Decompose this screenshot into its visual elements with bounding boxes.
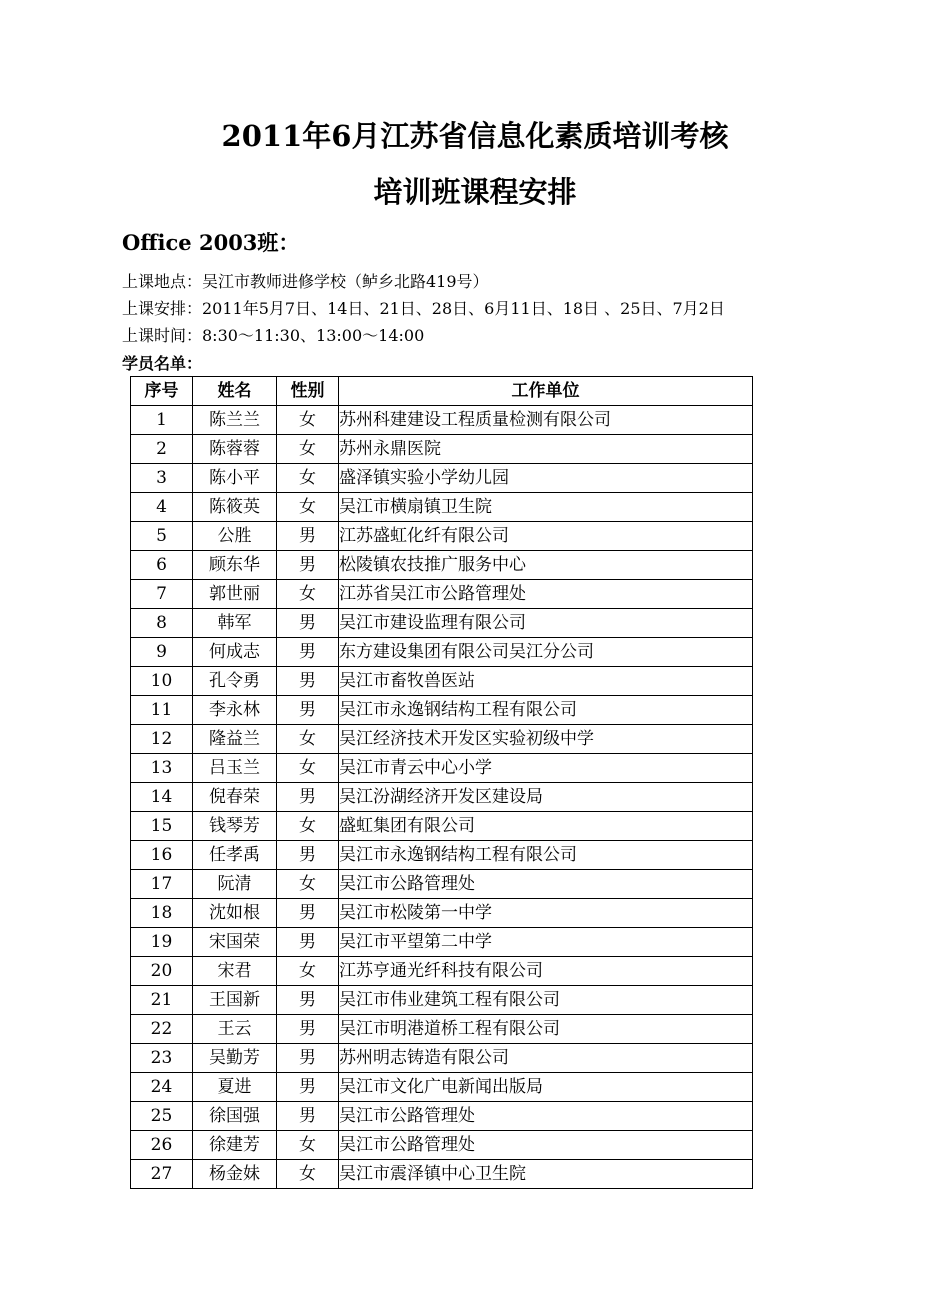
table-row: [131, 783, 753, 812]
cell-no: 6: [131, 551, 193, 580]
cell-unit: 吴江市建设监理有限公司: [339, 609, 753, 638]
cell-gender: 男: [277, 522, 339, 551]
cell-unit: 吴江市伟业建筑工程有限公司: [339, 986, 753, 1015]
cell-name: 公胜: [193, 522, 277, 551]
table-row: [131, 754, 753, 783]
cell-name: 宋君: [193, 957, 277, 986]
cell-no: 21: [131, 986, 193, 1015]
cell-no: 5: [131, 522, 193, 551]
cell-no: 4: [131, 493, 193, 522]
cell-unit: 苏州科建建设工程质量检测有限公司: [339, 406, 753, 435]
cell-unit: 吴江市永逸钢结构工程有限公司: [339, 696, 753, 725]
cell-gender: 女: [277, 464, 339, 493]
cell-gender: 男: [277, 783, 339, 812]
cell-unit: 吴江市公路管理处: [339, 870, 753, 899]
cell-unit: 东方建设集团有限公司吴江分公司: [339, 638, 753, 667]
cell-name: 阮清: [193, 870, 277, 899]
cell-no: 22: [131, 1015, 193, 1044]
cell-no: 24: [131, 1073, 193, 1102]
cell-name: 倪春荣: [193, 783, 277, 812]
cell-name: 王国新: [193, 986, 277, 1015]
cell-unit: 盛泽镇实验小学幼儿园: [339, 464, 753, 493]
cell-gender: 男: [277, 638, 339, 667]
cell-gender: 男: [277, 1102, 339, 1131]
table-row: [131, 580, 753, 609]
cell-name: 何成志: [193, 638, 277, 667]
cell-gender: 女: [277, 1131, 339, 1160]
cell-gender: 女: [277, 870, 339, 899]
cell-unit: 吴江市公路管理处: [339, 1102, 753, 1131]
header-gender: 性别: [277, 377, 339, 406]
cell-no: 18: [131, 899, 193, 928]
cell-no: 1: [131, 406, 193, 435]
cell-name: 夏进: [193, 1073, 277, 1102]
cell-unit: 江苏盛虹化纤有限公司: [339, 522, 753, 551]
cell-no: 11: [131, 696, 193, 725]
cell-unit: 吴江市畜牧兽医站: [339, 667, 753, 696]
cell-name: 孔令勇: [193, 667, 277, 696]
table-row: [131, 899, 753, 928]
table-row: [131, 986, 753, 1015]
cell-gender: 男: [277, 1044, 339, 1073]
class-schedule: 上课安排：2011年5月7日、14日、21日、28日、6月11日、18日 、25日、7月2日: [122, 299, 725, 318]
table-row: [131, 551, 753, 580]
cell-gender: 女: [277, 957, 339, 986]
cell-gender: 女: [277, 493, 339, 522]
table-row: [131, 957, 753, 986]
cell-unit: 吴江汾湖经济开发区建设局: [339, 783, 753, 812]
cell-name: 沈如根: [193, 899, 277, 928]
cell-no: 13: [131, 754, 193, 783]
cell-unit: 吴江市平望第二中学: [339, 928, 753, 957]
table-row: [131, 812, 753, 841]
cell-name: 隆益兰: [193, 725, 277, 754]
table-row: [131, 464, 753, 493]
cell-no: 25: [131, 1102, 193, 1131]
cell-unit: 吴江市震泽镇中心卫生院: [339, 1160, 753, 1189]
cell-gender: 男: [277, 667, 339, 696]
class-location: 上课地点：吴江市教师进修学校（鲈乡北路419号）: [122, 272, 489, 291]
cell-no: 26: [131, 1131, 193, 1160]
document-subtitle: 培训班课程安排: [373, 175, 577, 209]
table-row: [131, 609, 753, 638]
cell-no: 9: [131, 638, 193, 667]
roster-label: 学员名单：: [122, 354, 203, 373]
cell-unit: 吴江市横扇镇卫生院: [339, 493, 753, 522]
cell-no: 12: [131, 725, 193, 754]
cell-name: 陈蓉蓉: [193, 435, 277, 464]
cell-gender: 女: [277, 435, 339, 464]
cell-no: 7: [131, 580, 193, 609]
cell-gender: 男: [277, 696, 339, 725]
table-row: [131, 696, 753, 725]
cell-no: 14: [131, 783, 193, 812]
cell-name: 吕玉兰: [193, 754, 277, 783]
cell-gender: 男: [277, 841, 339, 870]
cell-unit: 吴江市永逸钢结构工程有限公司: [339, 841, 753, 870]
cell-gender: 男: [277, 551, 339, 580]
cell-unit: 吴江市松陵第一中学: [339, 899, 753, 928]
header-name: 姓名: [193, 377, 277, 406]
cell-name: 宋国荣: [193, 928, 277, 957]
table-row: [131, 406, 753, 435]
cell-unit: 苏州永鼎医院: [339, 435, 753, 464]
cell-gender: 男: [277, 609, 339, 638]
roster-table: [130, 376, 753, 1189]
cell-gender: 女: [277, 580, 339, 609]
table-row: [131, 435, 753, 464]
roster-body: [131, 406, 753, 1189]
table-row: [131, 841, 753, 870]
cell-unit: 吴江市明港道桥工程有限公司: [339, 1015, 753, 1044]
cell-gender: 女: [277, 406, 339, 435]
cell-unit: 江苏亨通光纤科技有限公司: [339, 957, 753, 986]
table-row: [131, 1102, 753, 1131]
cell-unit: 吴江市公路管理处: [339, 1131, 753, 1160]
class-heading: Office 2003班：: [122, 230, 300, 255]
cell-unit: 吴江市文化广电新闻出版局: [339, 1073, 753, 1102]
cell-gender: 女: [277, 754, 339, 783]
cell-no: 17: [131, 870, 193, 899]
cell-unit: 松陵镇农技推广服务中心: [339, 551, 753, 580]
cell-gender: 男: [277, 899, 339, 928]
table-row: [131, 928, 753, 957]
cell-name: 韩军: [193, 609, 277, 638]
table-row: [131, 638, 753, 667]
class-time: 上课时间：8:30～11:30、13:00～14:00: [122, 326, 425, 345]
cell-name: 陈小平: [193, 464, 277, 493]
cell-name: 王云: [193, 1015, 277, 1044]
cell-no: 19: [131, 928, 193, 957]
cell-gender: 男: [277, 1073, 339, 1102]
cell-name: 钱琴芳: [193, 812, 277, 841]
cell-unit: 吴江经济技术开发区实验初级中学: [339, 725, 753, 754]
cell-unit: 吴江市青云中心小学: [339, 754, 753, 783]
cell-no: 3: [131, 464, 193, 493]
cell-no: 23: [131, 1044, 193, 1073]
cell-unit: 江苏省吴江市公路管理处: [339, 580, 753, 609]
cell-no: 15: [131, 812, 193, 841]
cell-gender: 男: [277, 928, 339, 957]
cell-name: 徐国强: [193, 1102, 277, 1131]
table-row: [131, 522, 753, 551]
cell-name: 徐建芳: [193, 1131, 277, 1160]
cell-name: 李永林: [193, 696, 277, 725]
header-unit: 工作单位: [339, 377, 753, 406]
cell-name: 郭世丽: [193, 580, 277, 609]
table-row: [131, 1160, 753, 1189]
cell-no: 2: [131, 435, 193, 464]
table-row: [131, 1131, 753, 1160]
table-row: [131, 870, 753, 899]
cell-gender: 女: [277, 1160, 339, 1189]
cell-no: 27: [131, 1160, 193, 1189]
table-row: [131, 1015, 753, 1044]
cell-unit: 盛虹集团有限公司: [339, 812, 753, 841]
cell-no: 16: [131, 841, 193, 870]
table-row: [131, 667, 753, 696]
cell-no: 10: [131, 667, 193, 696]
cell-no: 8: [131, 609, 193, 638]
table-row: [131, 725, 753, 754]
cell-name: 杨金妹: [193, 1160, 277, 1189]
table-row: [131, 1073, 753, 1102]
cell-name: 顾东华: [193, 551, 277, 580]
table-row: [131, 493, 753, 522]
cell-unit: 苏州明志铸造有限公司: [339, 1044, 753, 1073]
table-row: [131, 1044, 753, 1073]
document-title: 2011年6月江苏省信息化素质培训考核: [221, 119, 729, 153]
cell-name: 吴勤芳: [193, 1044, 277, 1073]
cell-gender: 男: [277, 1015, 339, 1044]
cell-name: 任孝禹: [193, 841, 277, 870]
cell-name: 陈筱英: [193, 493, 277, 522]
cell-gender: 男: [277, 986, 339, 1015]
cell-name: 陈兰兰: [193, 406, 277, 435]
table-header-row: [131, 377, 753, 406]
cell-gender: 女: [277, 812, 339, 841]
cell-gender: 女: [277, 725, 339, 754]
header-no: 序号: [131, 377, 193, 406]
cell-no: 20: [131, 957, 193, 986]
